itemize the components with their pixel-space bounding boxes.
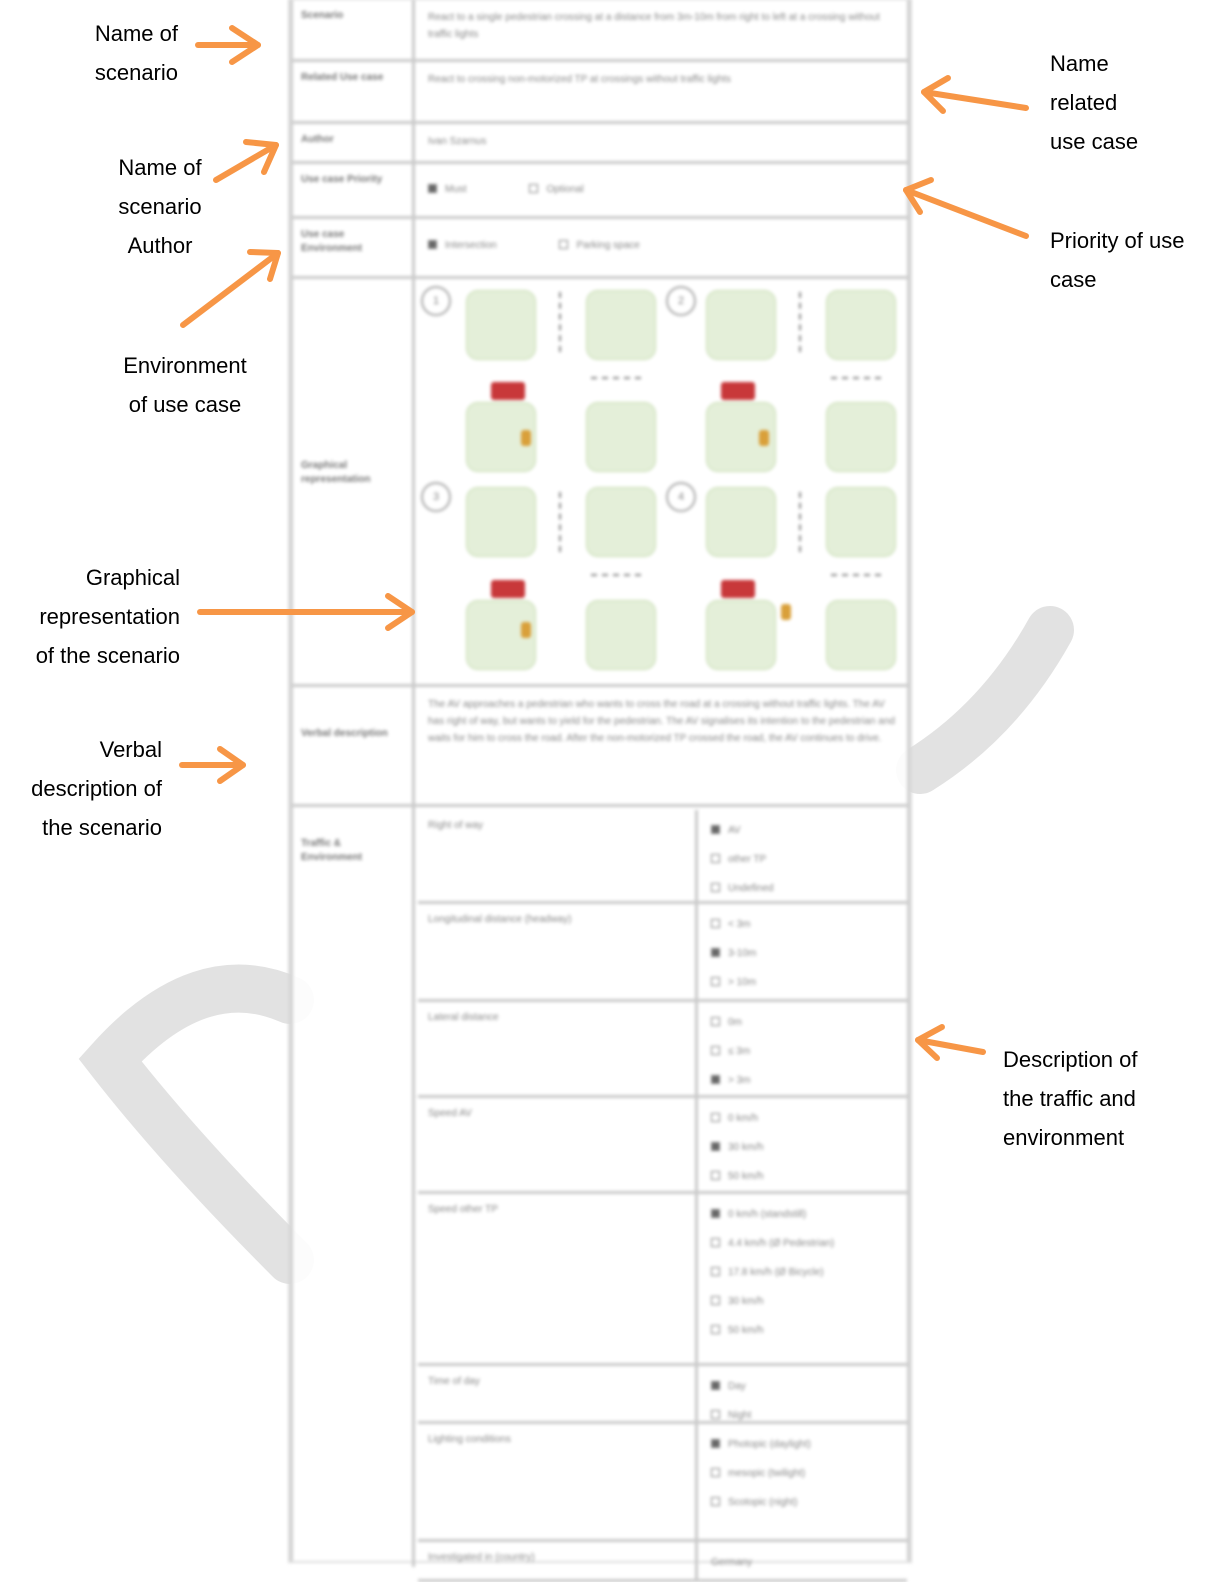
traffic-option-label: > 3m bbox=[728, 1075, 751, 1086]
traffic-option-label: 30 km/h bbox=[728, 1142, 764, 1153]
traffic-label: Traffic & Environment bbox=[293, 807, 415, 1567]
traffic-option-label: 0m bbox=[728, 1017, 742, 1028]
scenario-label: Scenario bbox=[293, 0, 415, 59]
traffic-option-label: > 10m bbox=[728, 977, 757, 988]
annotation-graphical-representation: Graphical representation of the scenario bbox=[35, 565, 180, 668]
environment-intersection: Intersection bbox=[445, 240, 497, 251]
arrow-icon bbox=[924, 78, 1026, 111]
traffic-option-label: 50 km/h bbox=[728, 1171, 764, 1182]
arrow-icon bbox=[198, 28, 258, 62]
annotation-related-use-case: Name related use case bbox=[1050, 51, 1139, 154]
traffic-option-label: 4.4 km/h (Ø Pedestrian) bbox=[728, 1238, 835, 1249]
scenario-number: 3 bbox=[421, 482, 451, 512]
traffic-question: Longitudinal distance (headway) bbox=[418, 904, 698, 999]
environment-label: Use case Environment bbox=[293, 219, 415, 276]
scenario-value: React to a single pedestrian crossing at a distance from 3m-10m from right to left at a crossing without traffic lights bbox=[428, 12, 880, 40]
arrow-icon bbox=[216, 142, 276, 180]
priority-label: Use case Priority bbox=[293, 164, 415, 216]
annotation-scenario-author: Name of scenario Author bbox=[118, 155, 202, 258]
traffic-option-label: Day bbox=[728, 1381, 746, 1392]
traffic-question: Time of day bbox=[418, 1366, 698, 1421]
traffic-option-label: 17.8 km/h (Ø Bicycle) bbox=[728, 1267, 824, 1278]
traffic-option-label: 0 km/h bbox=[728, 1113, 759, 1124]
traffic-option-label: ≤ 3m bbox=[728, 1046, 751, 1057]
priority-optional: Optional bbox=[546, 184, 584, 195]
arrow-icon bbox=[182, 749, 243, 781]
environment-parking: Parking space bbox=[576, 240, 640, 251]
annotation-environment-of-use-case: Environment of use case bbox=[123, 353, 247, 417]
traffic-question: Right of way bbox=[418, 810, 698, 901]
traffic-option-label: 30 km/h bbox=[728, 1296, 764, 1307]
related-use-case-label: Related Use case bbox=[293, 62, 415, 121]
annotation-traffic-environment: Description of the traffic and environment bbox=[1003, 1047, 1138, 1150]
traffic-option-label: mesopic (twilight) bbox=[728, 1468, 806, 1479]
verbal-label: Verbal description bbox=[293, 687, 415, 804]
related-use-case-value: React to crossing non-motorized TP at crossings without traffic lights bbox=[428, 74, 731, 85]
scenario-number: 1 bbox=[421, 286, 451, 316]
traffic-question: Lighting conditions bbox=[418, 1424, 698, 1539]
traffic-option-label: Photopic (daylight) bbox=[728, 1439, 811, 1450]
traffic-option-label: Germany bbox=[711, 1557, 753, 1568]
arrow-icon bbox=[183, 252, 278, 325]
arrow-icon bbox=[200, 596, 412, 628]
traffic-question: Speed AV bbox=[418, 1098, 698, 1191]
arrow-icon bbox=[906, 180, 1026, 236]
traffic-option-label: 3-10m bbox=[728, 948, 757, 959]
traffic-option-label: AV bbox=[728, 825, 741, 836]
priority-must: Must bbox=[445, 184, 467, 195]
author-label: Author bbox=[293, 124, 415, 161]
traffic-option-label: < 3m bbox=[728, 919, 751, 930]
traffic-question: Lateral distance bbox=[418, 1002, 698, 1095]
graphical-label: Graphical representation bbox=[293, 279, 415, 684]
author-value: Ivan Szarnus bbox=[428, 136, 487, 147]
traffic-option-label: Night bbox=[728, 1410, 752, 1421]
traffic-option-label: 50 km/h bbox=[728, 1325, 764, 1336]
traffic-option-label: Scotopic (night) bbox=[728, 1497, 798, 1508]
traffic-option-label: 0 km/h (standstill) bbox=[728, 1209, 807, 1220]
annotation-name-of-scenario: Name of scenario bbox=[94, 21, 178, 85]
traffic-question: Investigated in (country) bbox=[418, 1542, 698, 1579]
annotation-priority-of-use-case: Priority of use case bbox=[1050, 228, 1185, 292]
verbal-value: The AV approaches a pedestrian who wants to cross the road at a crossing without traffic lights. The AV has right of way, but wants to yield for the pedestrian. The AV signalises its intention to the pedestrian and waits for him to cross the road. After the non-motorized TP crossed the road, the AV continues to drive. bbox=[428, 699, 895, 744]
traffic-question: Speed other TP bbox=[418, 1194, 698, 1363]
scenario-number: 4 bbox=[666, 482, 696, 512]
scenario-number: 2 bbox=[666, 286, 696, 316]
arrow-icon bbox=[918, 1027, 983, 1058]
traffic-option-label: other TP bbox=[728, 854, 767, 865]
traffic-option-label: Undefined bbox=[728, 883, 774, 894]
annotation-verbal-description: Verbal description of the scenario bbox=[31, 737, 162, 840]
